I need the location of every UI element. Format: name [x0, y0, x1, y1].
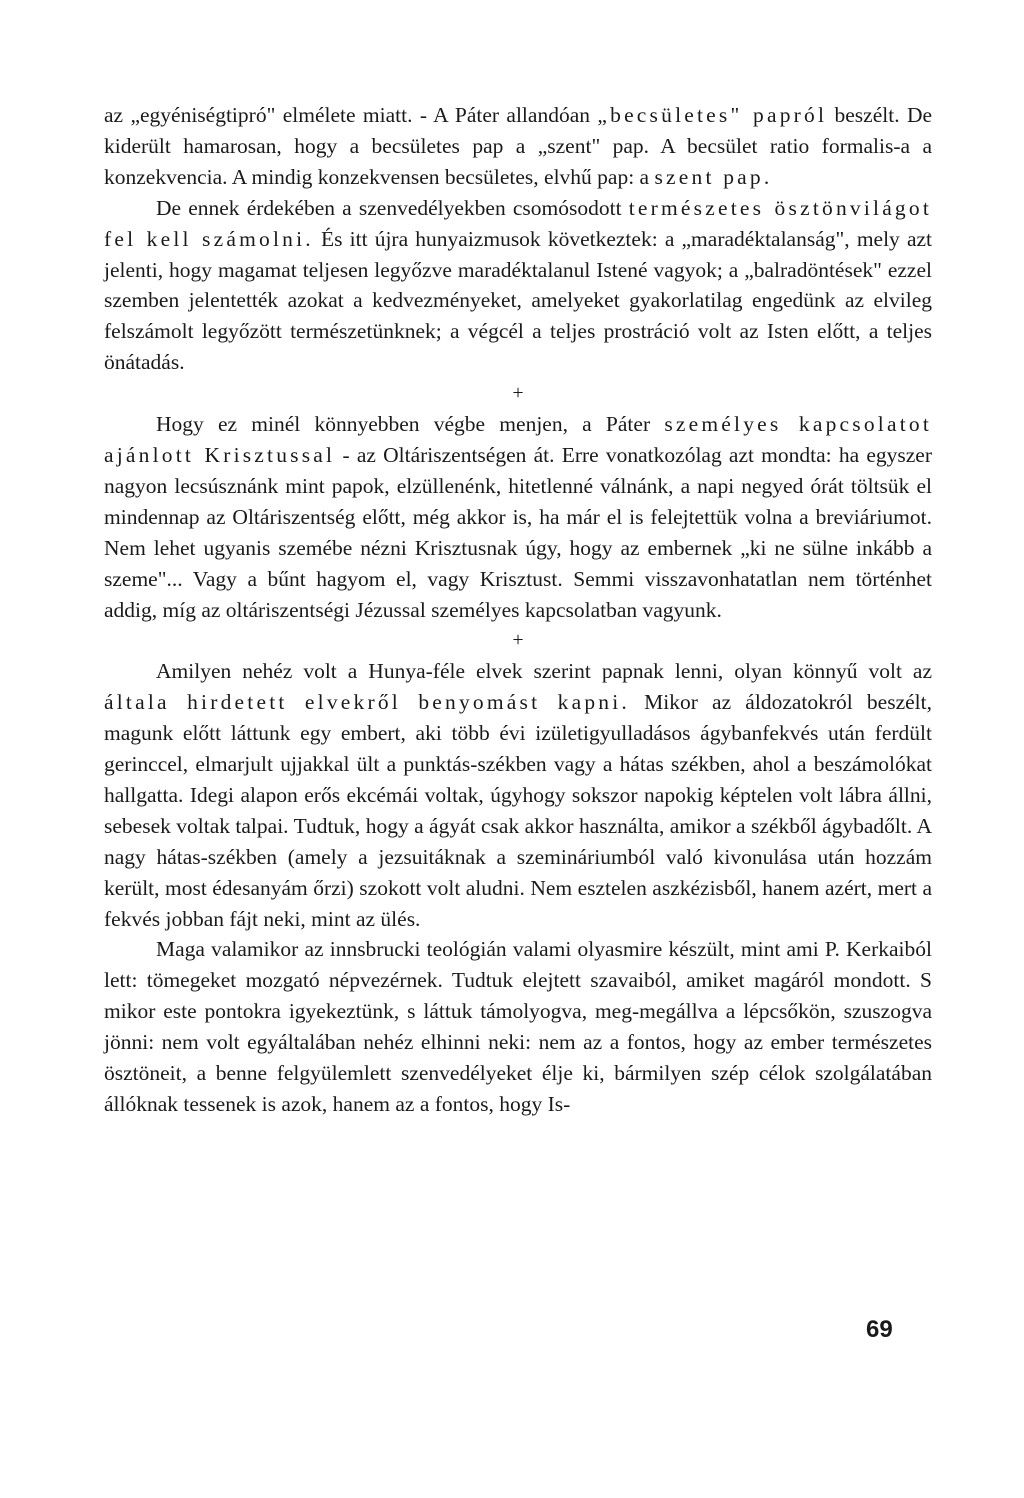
emphasis-spaced: általa hirdetett elvekről benyomást kapni. — [104, 690, 630, 715]
paragraph-3: Hogy ez minél könnyebben végbe menjen, a Páter személyes kapcsolatot ajánlott Krisztussal - az Oltáriszentségen át. Erre vonatkozólag azt mondta: ha egyszer nagyon lecsúsznánk mint papok, elzüllenénk, hitetlenné válnánk, a napi negyed órát töltsük el mindennap az Oltáriszentség előtt, még akkor is, ha már el is felejtettük volna a breviáriumot. Nem lehet ugyanis szemébe nézni Krisztusnak úgy, hogy az embernek „ki ne sülne inkább a szeme"... Vagy a bűnt hagyom el, vagy Krisztust. Semmi visszavonhatatlan nem történhet addig, míg az oltáriszentségi Jézussal személyes kapcsolatban vagyunk. — [104, 412, 933, 622]
paragraph-2: De ennek érdekében a szenvedélyekben csomósodott természetes ösztönvilágot fel kell számolni. És itt újra hunyaizmusok következtek: a „maradéktalanság", mely azt jelenti, hogy magamat teljesen legyőzve maradéktalanul Istené vagyok; a „balradöntések" ezzel szemben jelentették azokat a kedvezményeket, amelyeket gyakorlatilag engedünk az elvileg felszámolt legyőzött természetünknek; a végcél a teljes prostráció volt az Isten előtt, a teljes önátadás. — [104, 195, 933, 375]
page-number: 69 — [866, 1316, 893, 1343]
emphasis-spaced: „becsületes" papról — [597, 103, 828, 127]
paragraph-4: Amilyen nehéz volt a Hunya-féle elvek szerint papnak lenni, olyan könnyű volt az általa hirdetett elvekről benyomást kapni. Mikor az áldozatokról beszélt, magunk előtt láttunk egy embert, aki több évi izületigyulladásos ágybanfekvés után ferdült gerinccel, elmarjult ujjakkal ült a punktás-székben vagy a hátas székben, ahol a beszámolókat hallgatta. Idegi alapon erős ekcémái voltak, úgyhogy sokszor napokig képtelen volt lábra állni, sebesek voltak talpai. Tudtuk, hogy a ágyát csak akkor használta, amikor a székből ágybadőlt. A nagy hátas-székben (amely a jezsuitáknak a szemináriumból való kivonulása után hozzám került, most édesanyám őrzi) szokott volt aludni. Nem esztelen aszkézisből, hanem azért, mert a fekvés jobban fájt neki, mint az ülés. — [104, 659, 932, 931]
emphasis-spaced: személyes kapcsolatot ajánlott Krisztussal — [104, 412, 933, 467]
section-separator: + — [512, 382, 524, 405]
body-text — [104, 100, 932, 1120]
paragraph-1: az „egyéniségtipró" elmélete miatt. - A Páter allandóan „becsületes" papról beszélt. De kiderült hamarosan, hogy a becsületes pap a „szent" pap. A becsület ratio formalis-a a konzekvencia. A mindig konzekvensen becsületes, elvhű pap: a szent pap. — [104, 103, 933, 189]
paragraph-5: Maga valamikor az innsbrucki teológián valami olyasmire készült, mint ami P. Kerkaiból lett: tömegeket mozgató népvezérnek. Tudtuk elejtett szavaiból, amiket magáról mondott. S mikor este pontokra igyekeztünk, s láttuk támolyogva, meg-megállva a lépcsőkön, szuszogva jönni: nem volt egyáltalában nehéz elhinni neki: nem az a fontos, hogy az ember természetes ösztöneit, a benne felgyülemlett szenvedélyeket élje ki, bármilyen szép célok szolgálatában állóknak tessenek is azok, hanem az a fontos, hogy Is- — [104, 937, 932, 1116]
emphasis-spaced: szent pap. — [654, 164, 773, 189]
emphasis-spaced: természetes ösztönvilágot fel kell számolni. — [104, 195, 933, 251]
section-separator: + — [512, 629, 524, 652]
